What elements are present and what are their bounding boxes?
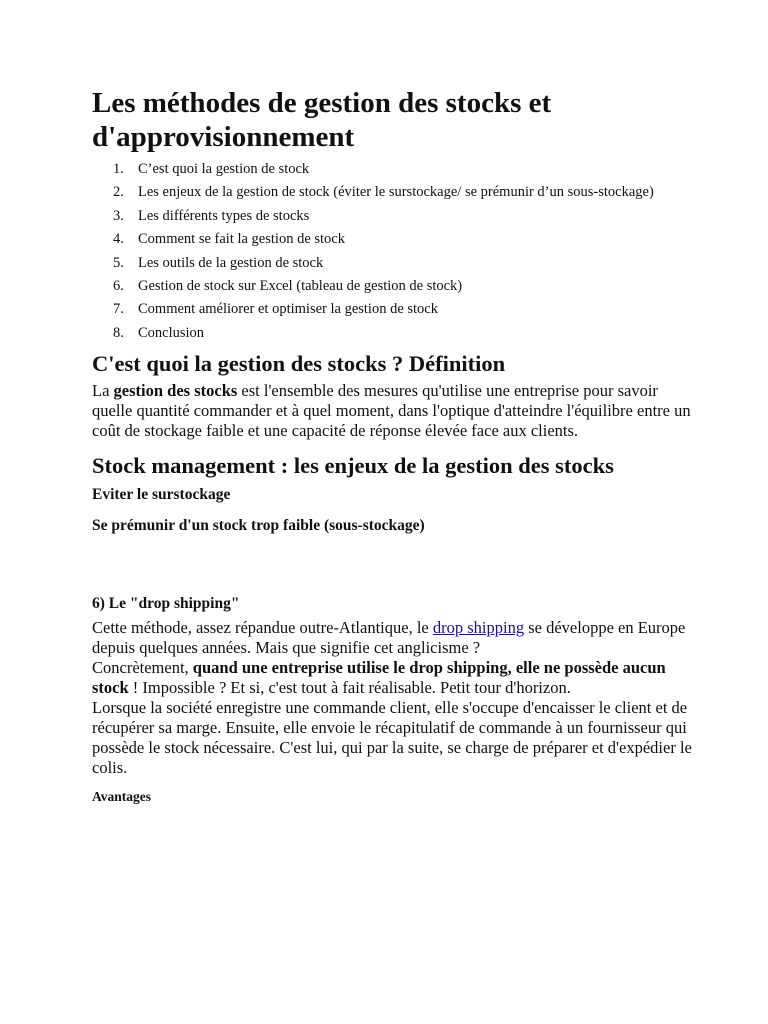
concretement-text-end: ! Impossible ? Et si, c'est tout à fait réalisable. Petit tour d'horizon.	[128, 677, 571, 697]
toc-item-3	[92, 207, 698, 225]
toc-item-4	[92, 230, 698, 248]
toc-number: 2.	[113, 184, 124, 201]
subheading-surstockage: Eviter le surstockage	[92, 485, 231, 503]
drop-shipping-heading: 6) Le "drop shipping"	[92, 594, 240, 612]
table-of-contents	[92, 160, 698, 342]
toc-item-8	[92, 324, 698, 342]
drop-shipping-paragraph-1	[92, 618, 698, 658]
subheading-sous-stockage: Se prémunir d'un stock trop faible (sous-stockage)	[92, 516, 425, 534]
concretement-text-start: Concrètement,	[92, 657, 193, 677]
toc-number: 7.	[113, 301, 124, 318]
enjeux-heading: Stock management : les enjeux de la gestion des stocks	[92, 452, 614, 478]
drop-shipping-text-end: se développe en Europe depuis quelques années. Mais que signifie cet anglicisme ?	[92, 617, 686, 657]
definition-text-end: est l'ensemble des mesures qu'utilise une entreprise pour savoir quelle quantité commander et à quel moment, dans l'optique d'atteindre l'équilibre entre un coût de stockage faible et une capacité de réponse élevée face aux clients.	[92, 380, 691, 440]
toc-label: Les outils de la gestion de stock	[138, 254, 324, 271]
avantages-heading: Avantages	[92, 788, 151, 804]
toc-number: 1.	[113, 161, 124, 177]
drop-shipping-text-start: Cette méthode, assez répandue outre-Atlantique, le	[92, 617, 433, 637]
definition-heading: C'est quoi la gestion des stocks ? Définition	[92, 350, 506, 376]
toc-label: C’est quoi la gestion de stock	[138, 161, 310, 177]
toc-item-2	[92, 183, 698, 201]
drop-shipping-paragraph-2	[92, 658, 698, 698]
definition-text-start: La	[92, 380, 114, 400]
toc-number: 3.	[113, 207, 124, 224]
page-title: Les méthodes de gestion des stocks et d'approvisionnement	[92, 87, 552, 153]
toc-label: Gestion de stock sur Excel (tableau de gestion de stock)	[138, 277, 463, 294]
toc-label: Les enjeux de la gestion de stock (éviter le surstockage/ se prémunir d’un sous-stockage)	[138, 184, 654, 201]
definition-bold-term: gestion des stocks	[113, 380, 238, 400]
toc-number: 8.	[113, 324, 124, 341]
toc-number: 4.	[113, 231, 124, 248]
toc-label: Comment se fait la gestion de stock	[138, 231, 345, 248]
toc-label: Conclusion	[138, 324, 205, 341]
definition-paragraph	[92, 381, 698, 441]
toc-item-6	[92, 277, 698, 295]
toc-item-5	[92, 254, 698, 272]
concretement-bold-text: quand une entreprise utilise le drop shipping, elle ne possède aucun stock	[92, 657, 666, 697]
toc-label: Comment améliorer et optimiser la gestion de stock	[138, 301, 438, 318]
toc-item-7	[92, 300, 698, 318]
toc-number: 6.	[113, 277, 124, 294]
toc-item-1	[92, 160, 698, 178]
toc-number: 5.	[113, 254, 124, 271]
drop-shipping-paragraph-3: Lorsque la société enregistre une commande client, elle s'occupe d'encaisser le client et de récupérer sa marge. Ensuite, elle envoie le récapitulatif de commande à un fournisseur qui possède le stock nécessaire. C'est lui, qui par la suite, se charge de préparer et d'expédier le colis.	[92, 697, 692, 777]
drop-shipping-link[interactable]: drop shipping	[432, 617, 525, 637]
toc-label: Les différents types de stocks	[138, 207, 310, 224]
